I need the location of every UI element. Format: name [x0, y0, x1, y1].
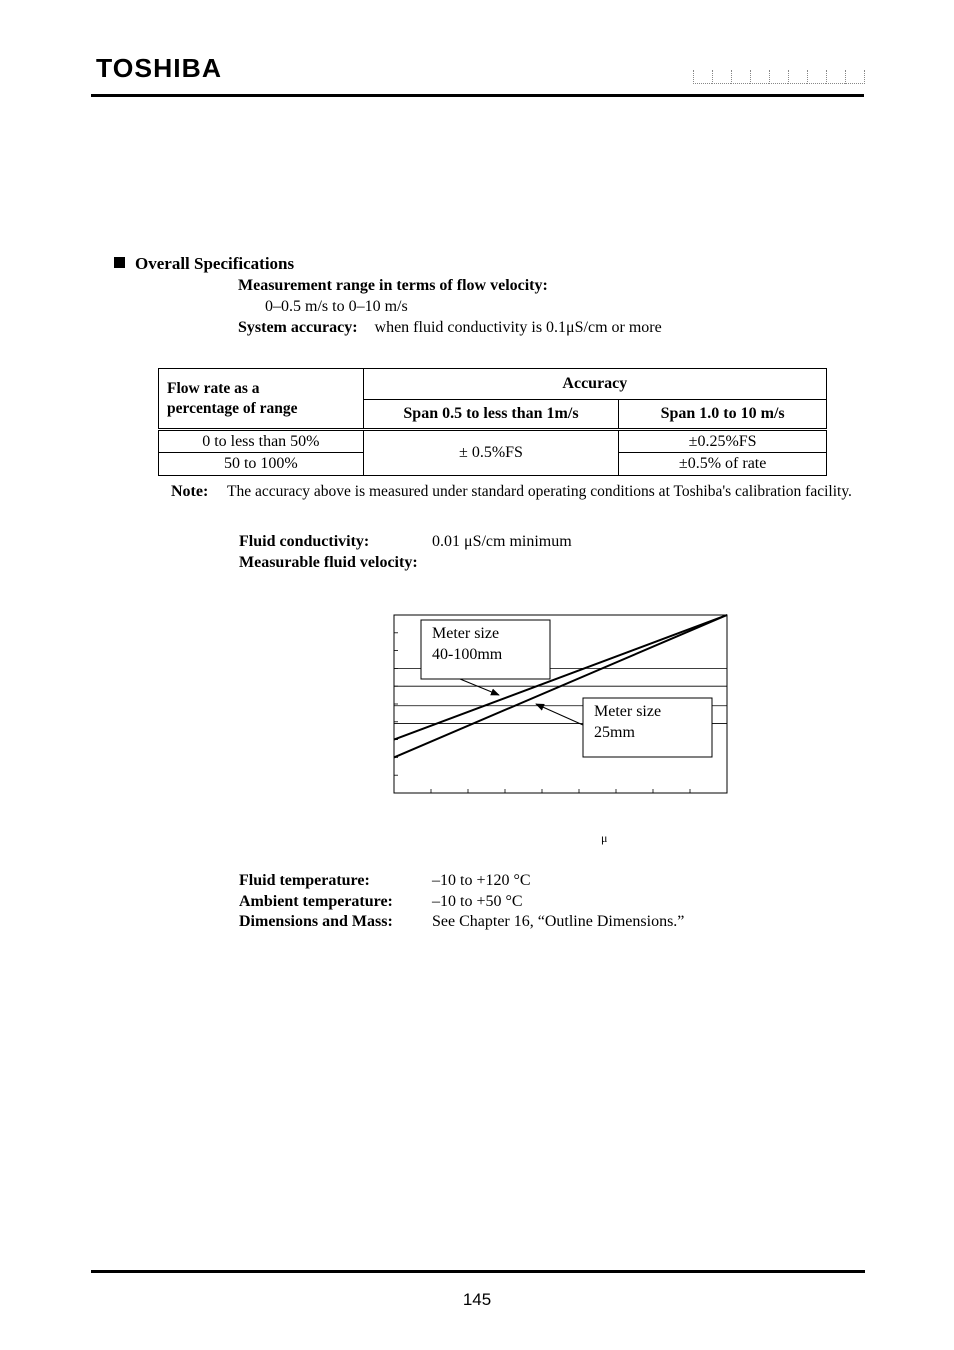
flow-rate-header-line2: percentage of range	[167, 399, 298, 417]
series-label-40-100-line2: 40-100mm	[432, 646, 503, 663]
fluid-conductivity-value: 0.01 μS/cm minimum	[432, 533, 572, 550]
flow-rate-header-line1: Flow rate as a	[167, 379, 260, 397]
measurement-range-value: 0–0.5 m/s to 0–10 m/s	[265, 298, 408, 315]
ambient-temperature-label: Ambient temperature:	[239, 893, 393, 910]
system-accuracy	[238, 318, 662, 338]
page-number: 145	[462, 1290, 492, 1309]
dimensions-label: Dimensions and Mass:	[239, 913, 393, 930]
span2-value: ±0.5% of rate	[619, 453, 827, 476]
accuracy-table	[158, 368, 827, 476]
ambient-temperature-value: –10 to +50 °C	[432, 893, 523, 910]
leader-arrow-40-100	[460, 679, 499, 695]
table-row	[159, 430, 827, 453]
system-accuracy-label: System accuracy:	[238, 319, 358, 336]
system-accuracy-value: when fluid conductivity is 0.1μS/cm or more	[374, 319, 662, 336]
measurement-range-label: Measurement range in terms of flow velocity:	[238, 277, 548, 294]
dimensions-value: See Chapter 16, “Outline Dimensions.”	[432, 913, 685, 930]
leader-arrow-25	[536, 704, 583, 725]
span1-value: ± 0.5%FS	[363, 430, 619, 476]
accuracy-header: Accuracy	[363, 369, 826, 400]
header-rule	[91, 94, 864, 97]
range-cell: 0 to less than 50%	[159, 430, 364, 453]
series-label-25-line1: Meter size	[594, 703, 662, 720]
series-label-25-line2: 25mm	[594, 724, 635, 741]
flow-rate-header	[159, 369, 364, 430]
span1-header: Span 0.5 to less than 1m/s	[363, 400, 619, 430]
x-axis-label: μ	[601, 831, 608, 845]
range-cell: 50 to 100%	[159, 453, 364, 476]
fluid-temperature-label: Fluid temperature:	[239, 872, 370, 889]
footer-rule	[91, 1270, 865, 1273]
bullet-square-icon	[114, 257, 125, 268]
span2-header: Span 1.0 to 10 m/s	[619, 400, 827, 430]
span2-value: ±0.25%FS	[619, 430, 827, 453]
section-title: Overall Specifications	[135, 254, 295, 273]
fluid-temperature-value: –10 to +120 °C	[432, 872, 531, 889]
velocity-conductivity-chart	[393, 613, 728, 794]
measurable-velocity-label: Measurable fluid velocity:	[239, 554, 418, 571]
fluid-conductivity-label: Fluid conductivity:	[239, 533, 370, 550]
note-label: Note:	[171, 483, 209, 500]
note	[171, 481, 864, 502]
section-heading	[114, 254, 294, 274]
note-text: The accuracy above is measured under standard operating conditions at Toshiba's calibration facility.	[227, 483, 852, 500]
document-number-box	[693, 70, 865, 84]
toshiba-logo: TOSHIBA	[96, 53, 223, 83]
series-label-40-100-line1: Meter size	[432, 625, 500, 642]
